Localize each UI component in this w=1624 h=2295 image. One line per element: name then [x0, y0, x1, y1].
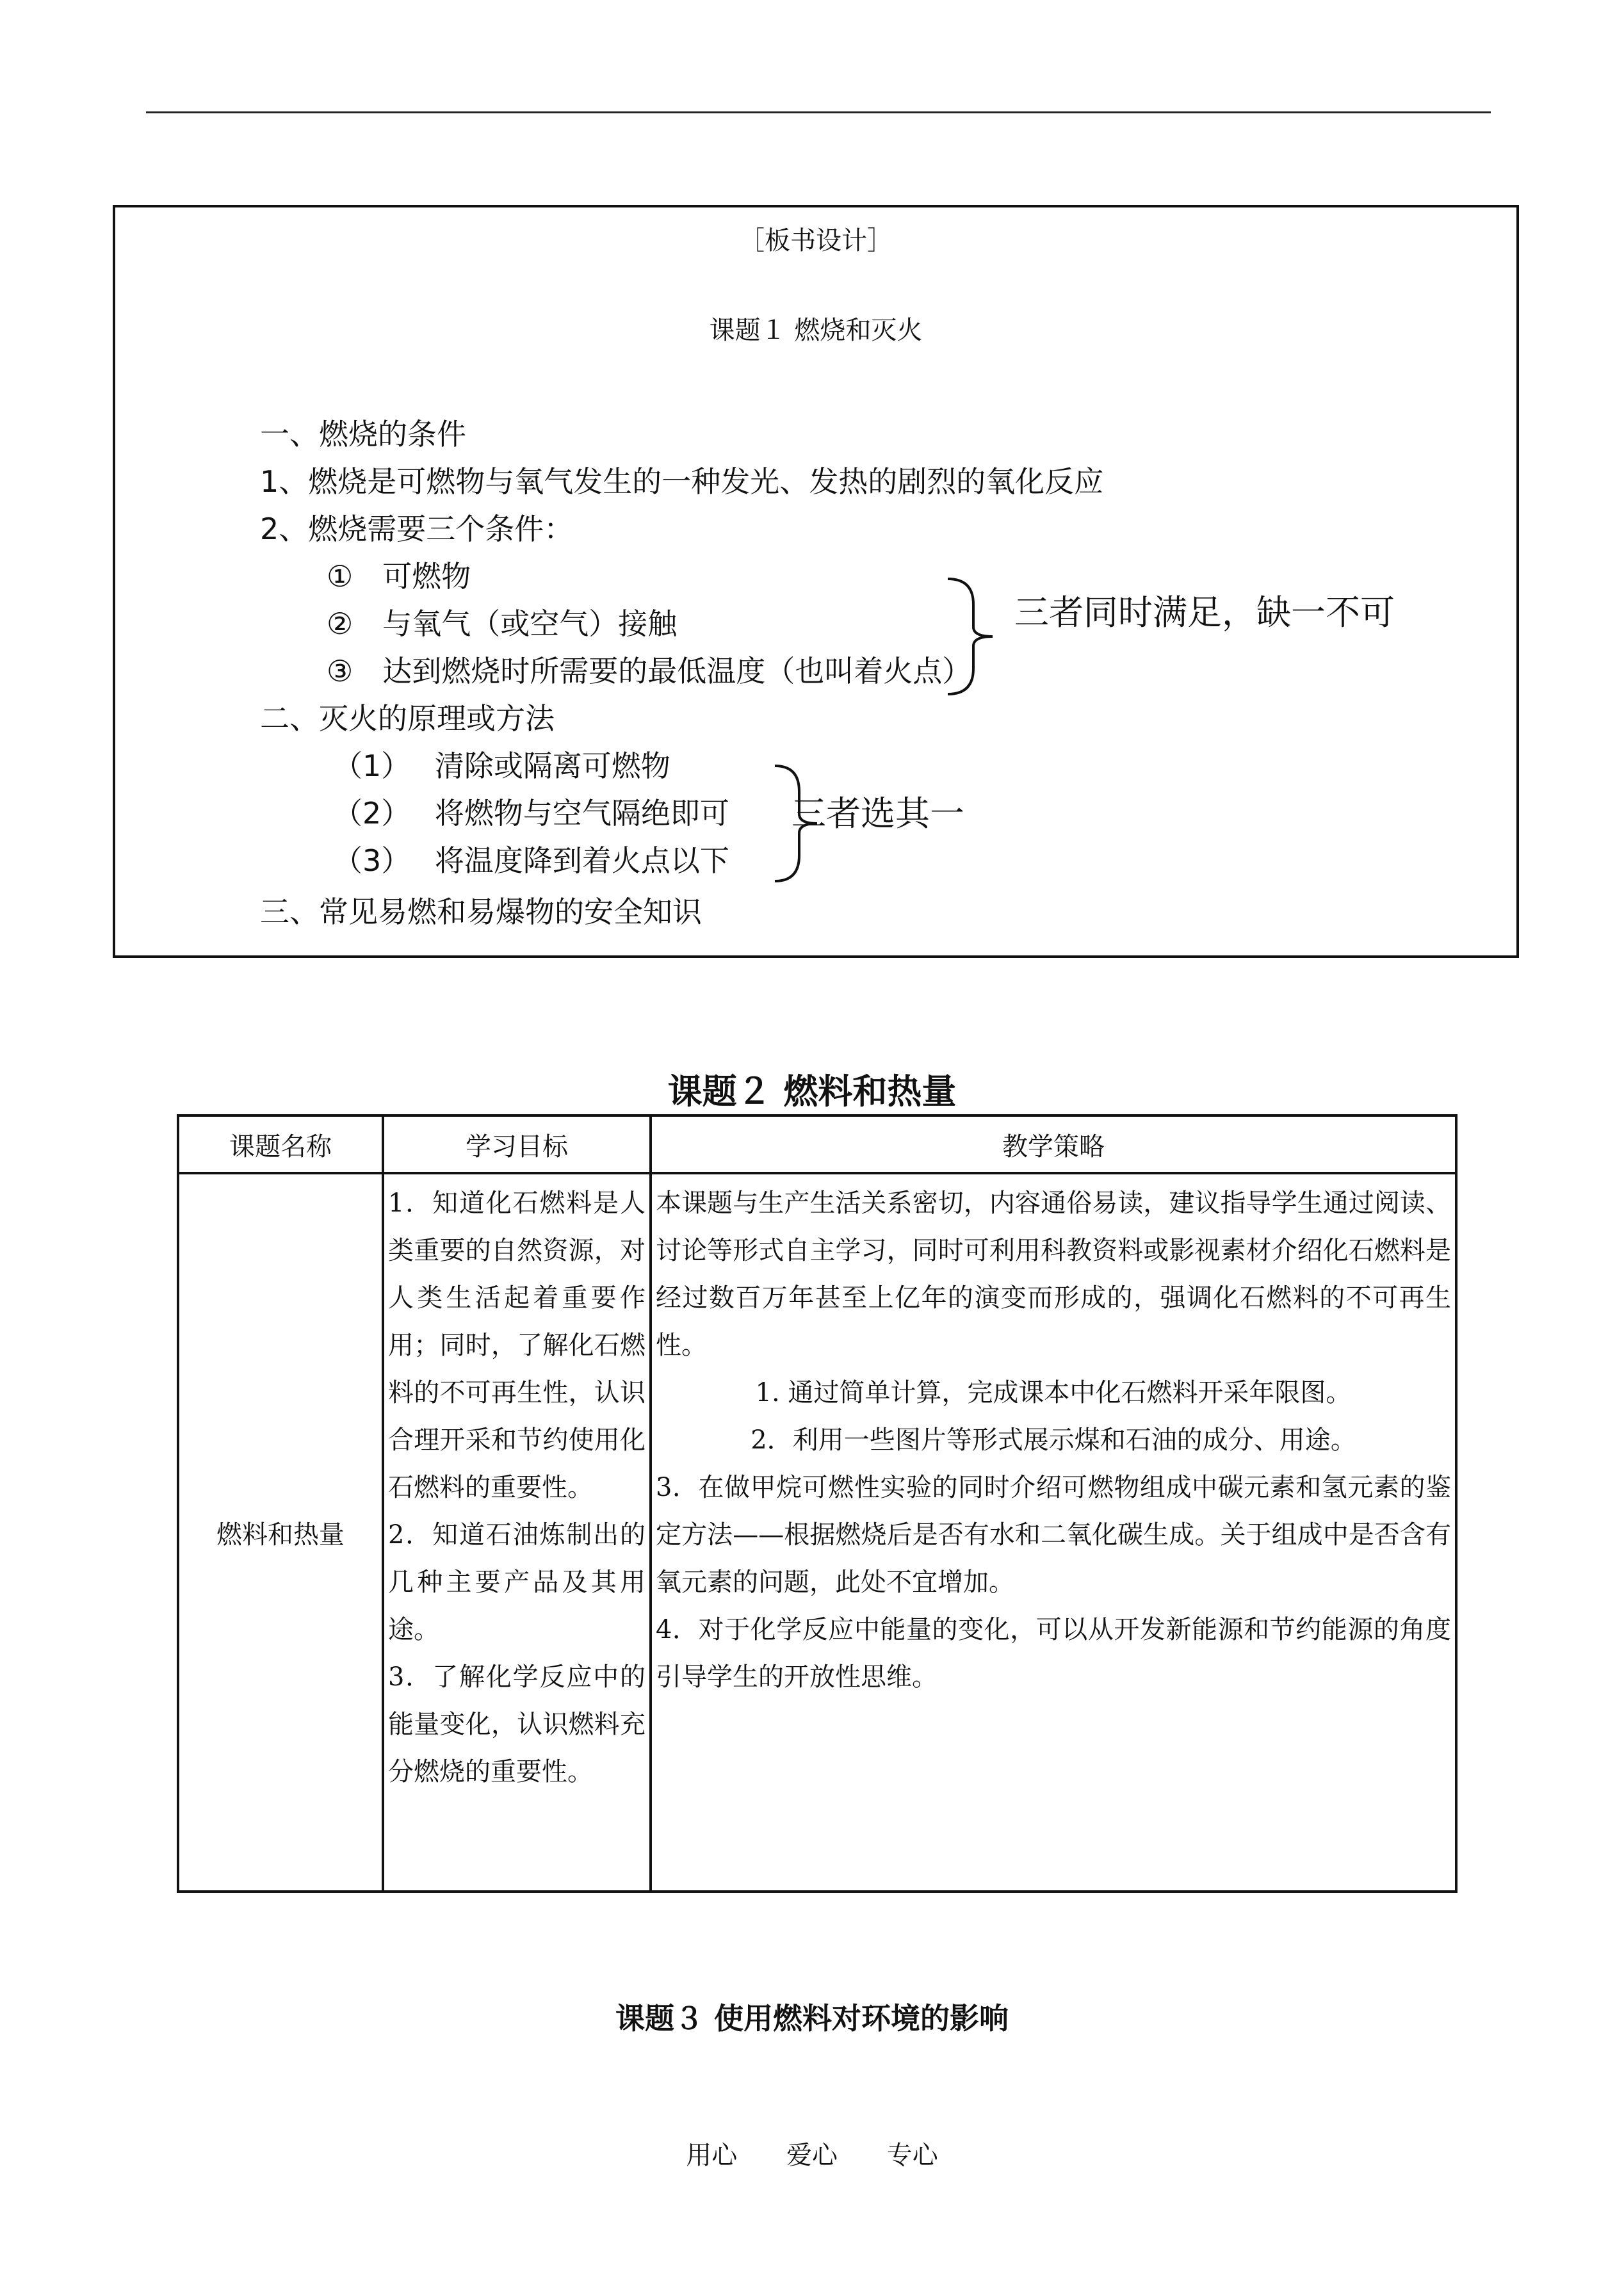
cell-goals	[383, 1173, 651, 1892]
strategy-2: 2．利用一些图片等形式展示煤和石油的成分、用途。	[751, 1425, 1356, 1455]
goal-1: 1．知道化石燃料是人类重要的自然资源，对人类生活起着重要作用；同时，了解化石燃料的不可再生性，认识合理开采和节约使用化石燃料的重要性。	[388, 1188, 646, 1502]
board-title: 课题１ 燃烧和灭火	[709, 316, 923, 345]
cell-strategy	[651, 1173, 1456, 1892]
strategy-intro: 本课题与生产生活关系密切，内容通俗易读，建议指导学生通过阅读、讨论等形式自主学习，同时可利用科教资料或影视素材介绍化石燃料是经过数百万年甚至上亿年的演变而形成的，强调化石燃料的不可再生性。	[656, 1188, 1451, 1360]
board-line-6: ③ 达到燃烧时所需要的最低温度（也叫着火点）	[327, 654, 972, 688]
footer-word-3: 专心	[886, 2141, 938, 2170]
lesson-table	[177, 1114, 1458, 1893]
board-line-2: 1、燃烧是可燃物与氧气发生的一种发光、发热的剧烈的氧化反应	[260, 464, 1104, 499]
strategy-3: 3．在做甲烷可燃性实验的同时介绍可燃物组成中碳元素和氢元素的鉴定方法——根据燃烧后是否有水和二氧化碳生成。关于组成中是否含有氧元素的问题，此处不宜增加。	[656, 1473, 1451, 1597]
header-rule	[146, 111, 1491, 113]
header-goals: 学习目标	[383, 1115, 651, 1173]
note-conditions: 三者同时满足，缺一不可	[1014, 592, 1395, 633]
strategy-1: 1. 通过简单计算，完成课本中化石燃料开采年限图。	[755, 1378, 1352, 1407]
cell-lesson-name: 燃料和热量	[178, 1173, 383, 1892]
note-methods: 三者选其一	[792, 793, 964, 834]
board-line-4: ① 可燃物	[327, 559, 471, 594]
header-name: 课题名称	[178, 1115, 383, 1173]
board-line-10: （3） 将温度降到着火点以下	[333, 843, 729, 878]
board-design-box	[113, 205, 1519, 958]
board-line-1: 一、燃烧的条件	[260, 417, 466, 451]
footer-word-1: 用心	[686, 2141, 738, 2170]
header-strategy: 教学策略	[651, 1115, 1456, 1173]
section2-title: 课题２ 燃料和热量	[667, 1071, 957, 1112]
board-bracket-title: ［板书设计］	[739, 226, 893, 255]
page-footer	[0, 2135, 1624, 2171]
goal-2: 2．知道石油炼制出的几种主要产品及其用途。	[388, 1520, 646, 1644]
section3-title: 课题３ 使用燃料对环境的影响	[615, 2001, 1009, 2036]
strategy-4: 4．对于化学反应中能量的变化，可以从开发新能源和节约能源的角度引导学生的开放性思维。	[656, 1615, 1451, 1692]
board-line-8: （1） 清除或隔离可燃物	[333, 749, 670, 783]
goal-3: 3．了解化学反应中的能量变化，认识燃料充分燃烧的重要性。	[388, 1662, 646, 1787]
board-line-7: 二、灭火的原理或方法	[260, 701, 555, 736]
board-line-3: 2、燃烧需要三个条件：	[260, 512, 574, 546]
board-line-9: （2） 将燃物与空气隔绝即可	[333, 796, 729, 831]
footer-word-2: 爱心	[786, 2141, 838, 2170]
board-line-5: ② 与氧气（或空气）接触	[327, 606, 678, 641]
board-line-11: 三、常见易燃和易爆物的安全知识	[260, 895, 702, 929]
